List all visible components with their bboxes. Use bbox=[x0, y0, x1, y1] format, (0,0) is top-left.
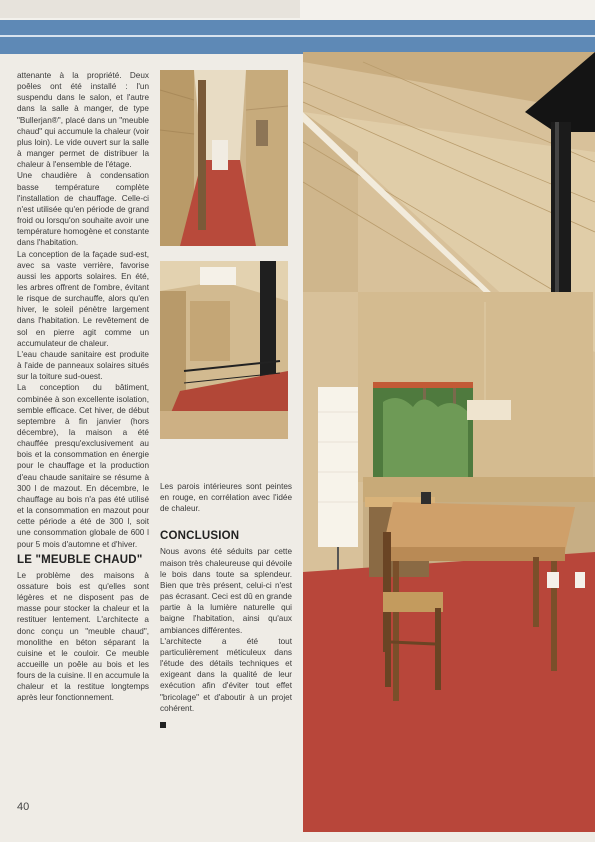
section-heading-meuble-chaud: LE "MEUBLE CHAUD" bbox=[17, 553, 143, 566]
photo-mezzanine bbox=[160, 261, 288, 439]
paragraph: Les parois intérieures sont peintes en rouge, en corrélation avec l'idée de chaleur. bbox=[160, 482, 292, 514]
paragraph: L'eau chaude sanitaire est produite à l'aide de panneaux solaires situés sur la toiture sud-ouest. bbox=[17, 349, 149, 382]
page-top-tab bbox=[0, 0, 300, 18]
paragraph: La conception de la façade sud-est, avec sa vaste verrière, favorise aussi les apports solaires. En été, les arbres offrent de l'ombre, évitant le risque de surchauffe, alors qu'en hiver, le soleil pénètre largement dans l'habitation. Le revêtement de sol en pierre agit comme un accumulateur de chaleur. bbox=[17, 249, 149, 348]
paragraph: L'architecte a été tout particulièrement méticuleux dans l'étude des détails techniques et exigeant dans la qualité de leur exécution afin d'éviter tout effet "bricolage" et d'aboutir à un projet cohérent. bbox=[160, 636, 292, 713]
paragraph: attenante à la propriété. Deux poêles ont été installé : l'un suspendu dans le salon, et l'autre dans la salle à manger, de type "Bullerjan®", placé dans un "meuble chaud" qui accumule la chaleur (voir plus loin). Le vide ouvert sur la salle à manger permet de distribuer la chaleur à l'ensemble de l'étage. bbox=[17, 71, 149, 170]
page-number: 40 bbox=[17, 801, 30, 813]
photo-attic-room bbox=[303, 52, 595, 832]
paragraph: Le problème des maisons à ossature bois est qu'elles sont légères et ne disposent pas de masse pour stocker la chaleur et la restituer lentement. L'architecte a donc conçu un "meuble chaud", monolithe en béton séparant la cuisine et le couloir. Ce meuble accueille un poêle au bois et les fours de la cuisine. Il en accumule la chaleur et la restitue longtemps après leur fonctionnement. bbox=[17, 570, 149, 703]
text-column-middle bbox=[160, 481, 292, 728]
header-bar bbox=[0, 20, 595, 54]
photo-hallway bbox=[160, 70, 288, 246]
page-bottom-margin bbox=[0, 832, 595, 842]
paragraph: Nous avons été séduits par cette maison très chaleureuse qui dévoile le bois dans toute sa splendeur. Bien que très présent, celui-ci n'est pas écrasant. Ceci est dû en grande partie à la lumière naturelle qui baigne l'habitation, ainsi qu'aux ambiances différentes. bbox=[160, 547, 292, 635]
paragraph: Une chaudière à condensation basse température complète l'installation de chauffage. Celle-ci n'est utilisée qu'en période de grand froid ou lorsqu'on souhaite avoir une température homogène et constante dans l'habitation. bbox=[17, 171, 149, 248]
page-top-margin bbox=[0, 0, 595, 20]
paragraph: La conception du bâtiment, combinée à son excellente isolation, semble efficace. Cet hiver, de début septembre à fin janvier (hors décembre), la maison a été chauffée presqu'exclusivement au bois et la consommation en énergie pour le chauffage et la production d'eau chaude sanitaire se résume à 300 l de mazout. En décembre, le chauffage au bois n'a pas été utilisé et la consommation en mazout pour cette période a été de 300 l, soit une consommation globale de 600 l pour 5 mois d'automne et d'hiver. bbox=[17, 383, 149, 549]
end-of-article-mark bbox=[160, 722, 166, 728]
section-heading-conclusion: CONCLUSION bbox=[160, 530, 240, 543]
header-bar-rule bbox=[0, 35, 595, 37]
text-column-left bbox=[17, 70, 149, 704]
